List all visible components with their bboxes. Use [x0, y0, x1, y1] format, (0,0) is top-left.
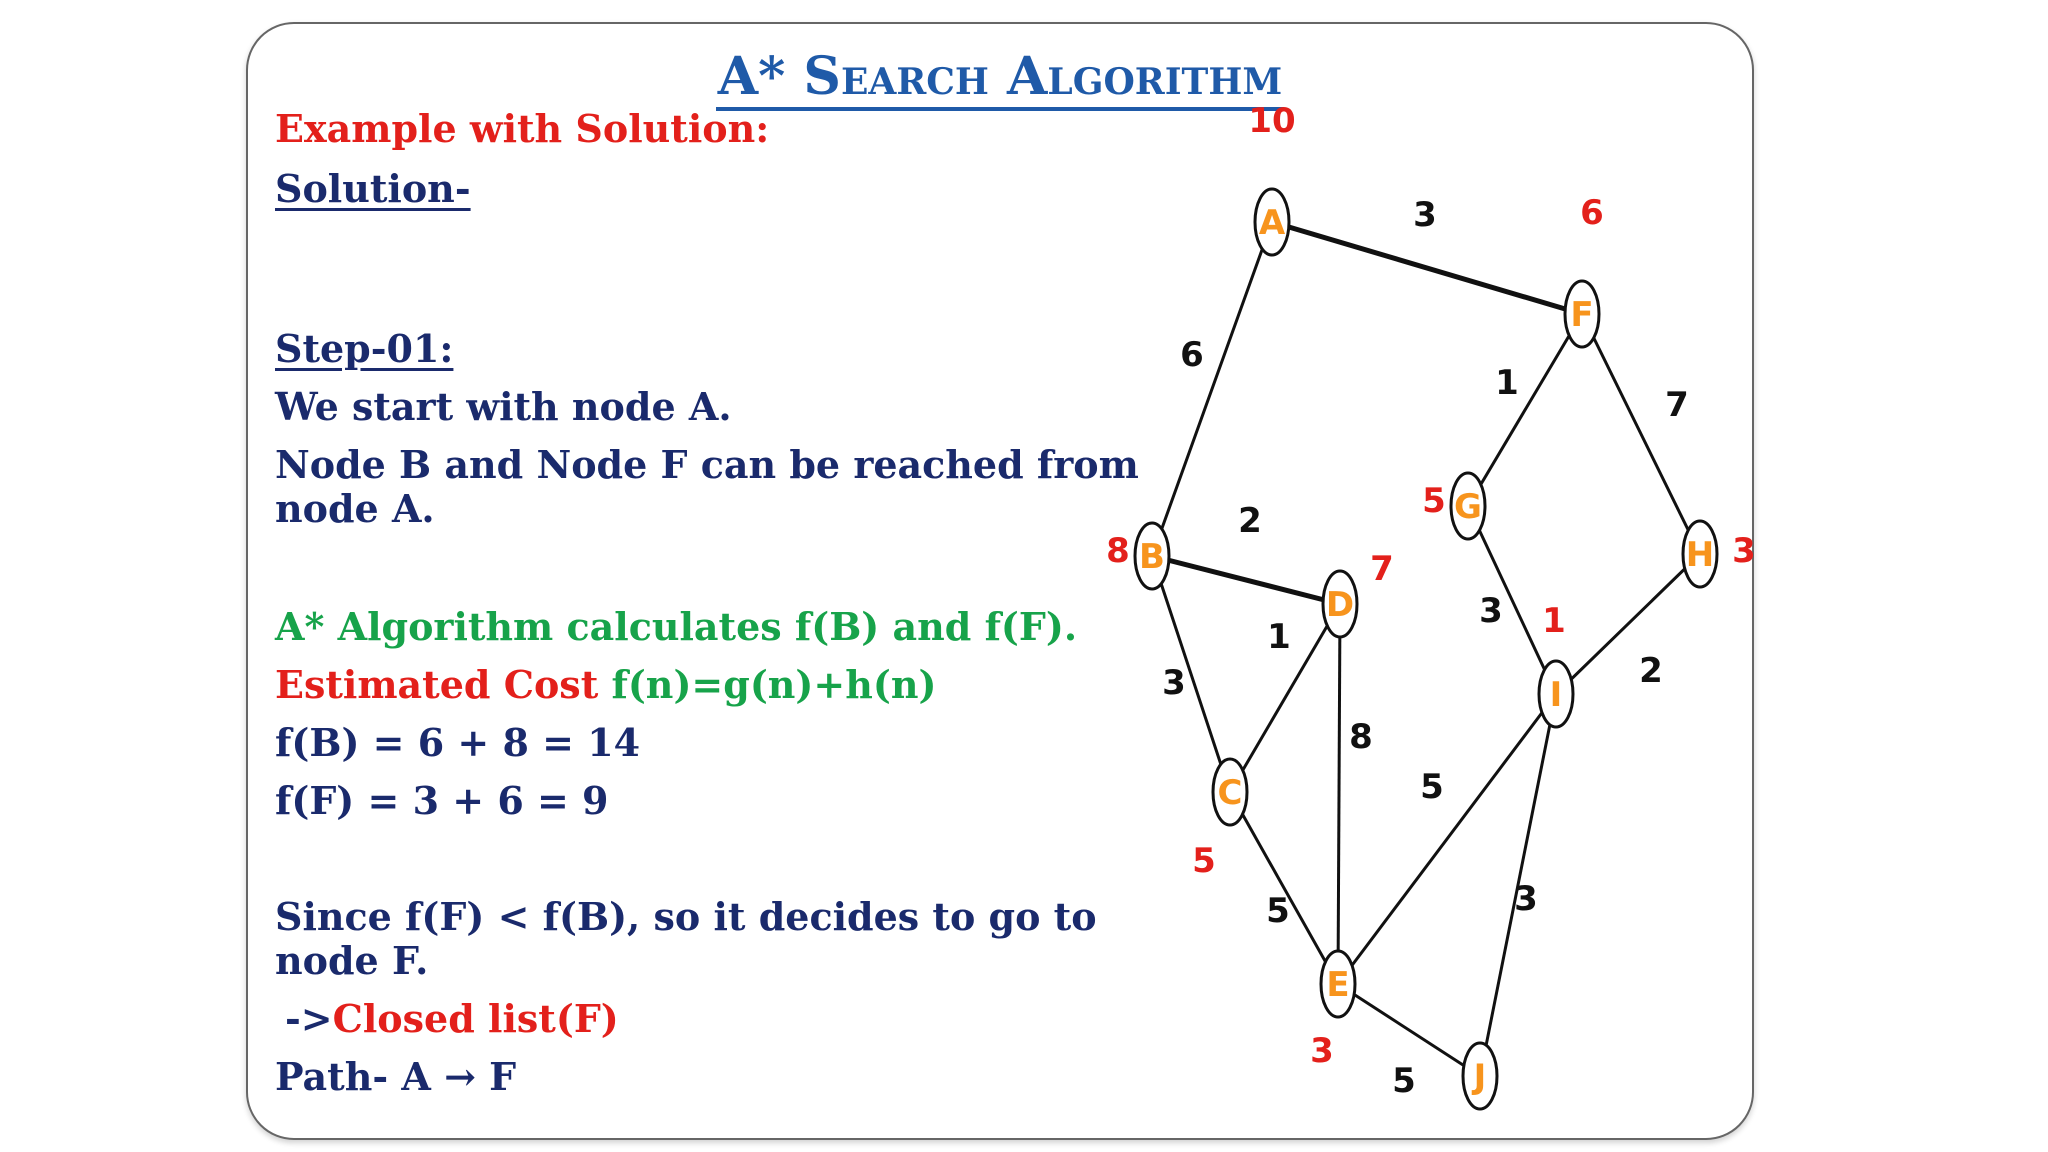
node-label-j: J [1473, 1057, 1487, 1097]
node-label-c: C [1217, 773, 1243, 813]
node-label-g: G [1454, 487, 1482, 527]
node-label-d: D [1325, 585, 1355, 625]
cost-line [275, 663, 936, 707]
closed-list: Closed list(F) [332, 996, 619, 1041]
edge-weight-b-c: 3 [1162, 663, 1186, 703]
heuristic-c: 5 [1192, 841, 1216, 881]
edge-weight-i-j: 3 [1514, 879, 1538, 919]
decision-line-1: Since f(F) < f(B), so it decides to go to [275, 894, 1097, 939]
node-label-f: F [1570, 295, 1594, 335]
node-label-i: I [1549, 675, 1563, 715]
heuristic-i: 1 [1542, 601, 1566, 641]
edge-a-f [1272, 222, 1582, 314]
edge-weight-f-h: 7 [1665, 385, 1689, 425]
heuristic-g: 5 [1422, 481, 1446, 521]
solution-heading: Solution- [275, 166, 471, 211]
node-label-a: A [1258, 203, 1286, 243]
cost-label: Estimated Cost [275, 662, 599, 707]
edge-d-e [1338, 604, 1340, 984]
heuristic-h: 3 [1732, 531, 1756, 571]
edge-weight-a-f: 3 [1413, 195, 1437, 235]
edge-weight-b-d: 2 [1238, 501, 1262, 541]
heuristic-a: 10 [1248, 101, 1296, 141]
edge-h-i [1556, 554, 1700, 694]
reach-line-2: node A. [275, 486, 435, 531]
closed-line [285, 997, 619, 1041]
f-b-line: f(B) = 6 + 8 = 14 [275, 720, 641, 765]
node-label-h: H [1685, 535, 1715, 575]
edge-c-e [1230, 792, 1338, 984]
node-label-e: E [1326, 965, 1350, 1005]
calc-line: A* Algorithm calculates f(B) and f(F). [275, 604, 1078, 649]
edge-f-h [1582, 314, 1700, 554]
edge-weight-e-j: 5 [1392, 1061, 1416, 1101]
f-f-line: f(F) = 3 + 6 = 9 [275, 778, 609, 823]
heuristic-e: 3 [1310, 1031, 1334, 1071]
edge-weight-h-i: 2 [1639, 651, 1663, 691]
start-line: We start with node A. [275, 384, 732, 429]
closed-arrow: -> [285, 996, 333, 1041]
edge-f-g [1468, 314, 1582, 506]
edge-b-d [1152, 556, 1340, 604]
step-heading: Step-01: [275, 326, 454, 371]
edge-weight-i-e: 5 [1420, 767, 1444, 807]
decision-line-2: node F. [275, 938, 429, 983]
edge-weight-c-e: 5 [1266, 891, 1290, 931]
heuristic-f: 6 [1580, 193, 1604, 233]
edge-weight-c-d: 1 [1267, 617, 1291, 657]
edge-weight-g-i: 3 [1479, 591, 1503, 631]
edge-weight-a-b: 6 [1180, 335, 1204, 375]
heuristic-b: 8 [1106, 531, 1130, 571]
path-line: Path- A → F [275, 1054, 517, 1099]
cost-formula: f(n)=g(n)+h(n) [611, 662, 937, 707]
graph-diagram [1080, 100, 1760, 1140]
example-heading: Example with Solution: [275, 106, 770, 151]
heuristic-d: 7 [1370, 549, 1394, 589]
edge-weight-f-g: 1 [1495, 363, 1519, 403]
reach-line-1: Node B and Node F can be reached from [275, 442, 1139, 487]
node-label-b: B [1139, 537, 1165, 577]
edge-weight-d-e: 8 [1349, 717, 1373, 757]
page-title: A* Search Algorithm [248, 46, 1752, 107]
